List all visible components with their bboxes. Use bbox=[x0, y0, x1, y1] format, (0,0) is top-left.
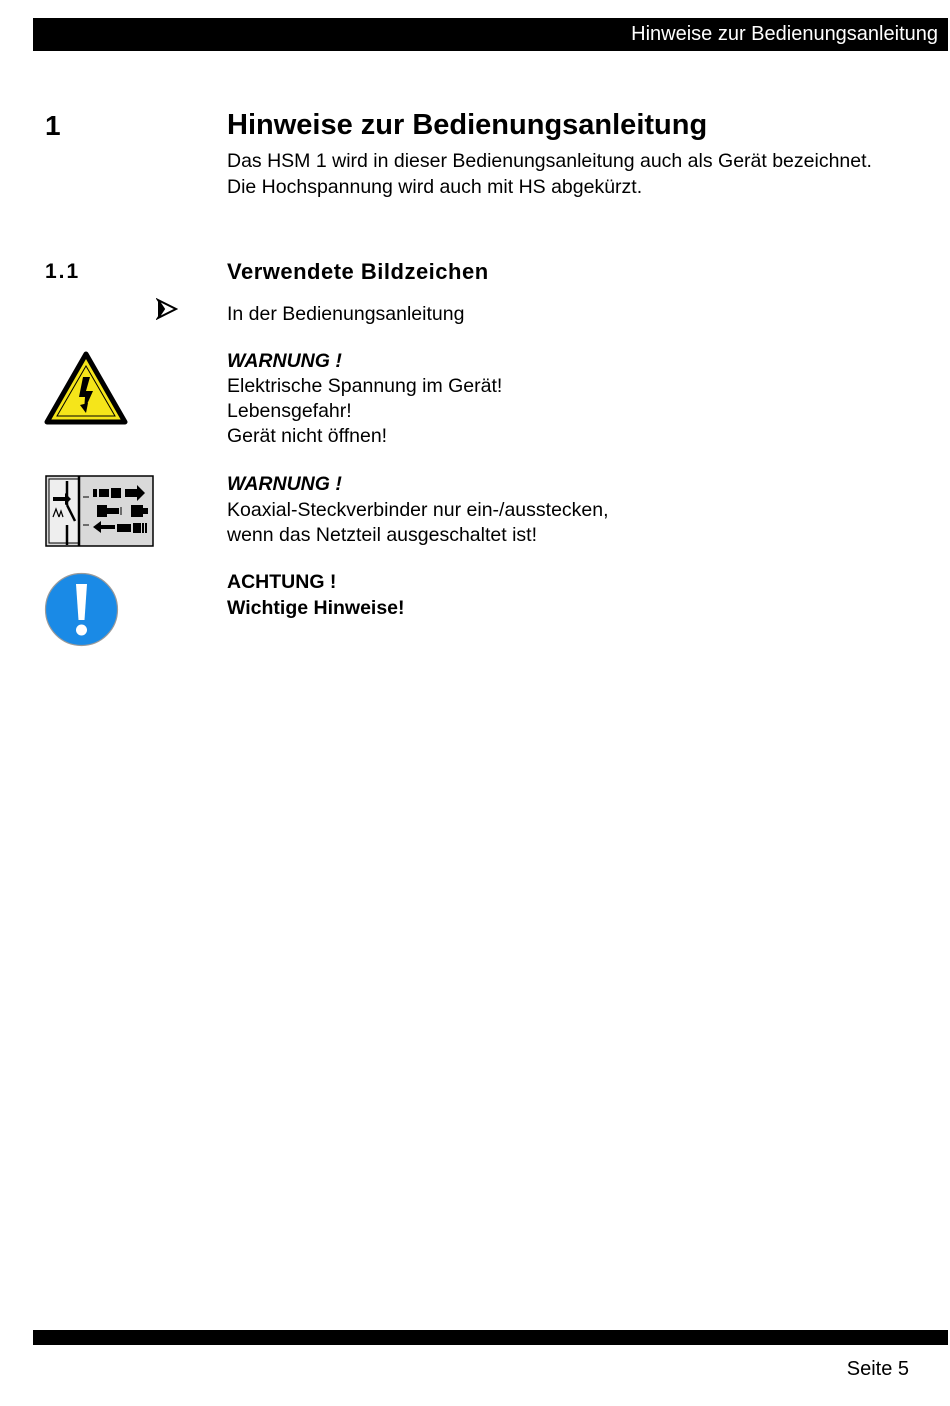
footer-bar bbox=[33, 1330, 948, 1345]
header-title: Hinweise zur Bedienungsanleitung bbox=[631, 23, 938, 45]
section-number: 1 bbox=[45, 110, 61, 141]
header-bar bbox=[33, 18, 948, 51]
subsection-title: Verwendete Bildzeichen bbox=[227, 259, 489, 284]
symbol-text-line: wenn das Netzteil ausgeschaltet ist! bbox=[227, 524, 538, 546]
symbol-heading: WARNUNG ! bbox=[227, 473, 342, 495]
high-voltage-warning-icon bbox=[44, 351, 128, 425]
bullet-text: In der Bedienungsanleitung bbox=[227, 303, 465, 325]
symbol-text-line: Koaxial-Steckverbinder nur ein-/ausstecken, bbox=[227, 499, 609, 521]
symbol-text-line: Lebensgefahr! bbox=[227, 400, 352, 422]
arrow-bullet-icon bbox=[156, 298, 178, 320]
section-text-line: Das HSM 1 wird in dieser Bedienungsanleitung auch als Gerät bezeichnet. bbox=[227, 150, 872, 172]
section-title: Hinweise zur Bedienungsanleitung bbox=[227, 109, 708, 141]
symbol-text-line: Elektrische Spannung im Gerät! bbox=[227, 375, 503, 397]
symbol-heading: WARNUNG ! bbox=[227, 350, 342, 372]
coaxial-connector-icon bbox=[45, 475, 154, 547]
symbol-text-line: Gerät nicht öffnen! bbox=[227, 425, 388, 447]
exclamation-circle-icon bbox=[44, 572, 119, 647]
page-number: Seite 5 bbox=[846, 1358, 909, 1380]
section-text-line: Die Hochspannung wird auch mit HS abgekürzt. bbox=[227, 176, 643, 198]
subsection-number: 1.1 bbox=[45, 260, 81, 283]
symbol-text-line: Wichtige Hinweise! bbox=[227, 597, 405, 619]
symbol-heading: ACHTUNG ! bbox=[227, 571, 337, 593]
